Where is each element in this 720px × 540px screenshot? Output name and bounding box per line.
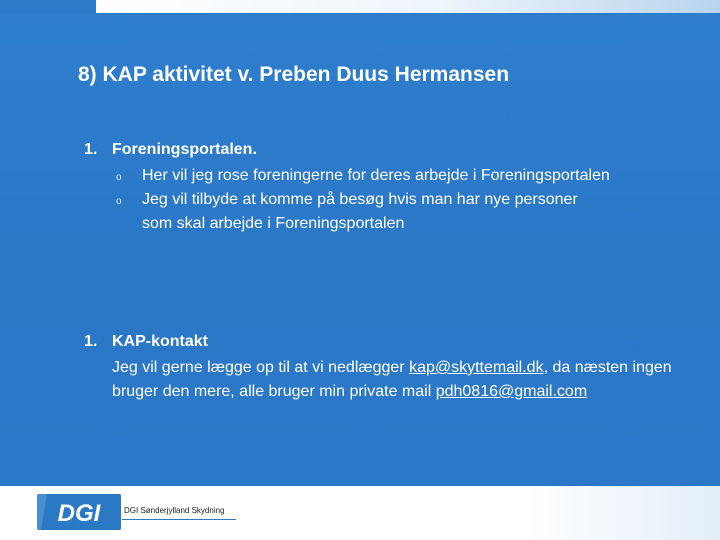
- list-item: [84, 164, 612, 188]
- body-text-part-1: Jeg vil gerne lægge op til at vi nedlægger: [112, 359, 410, 376]
- section-body-text: [84, 356, 672, 404]
- body-text-part-2: , da næsten ingen bruger den mere, alle bruger min private mail: [112, 359, 672, 400]
- section-foreningsportalen: [84, 140, 684, 236]
- bullet-text: Her vil jeg rose foreningerne for deres arbejde i Foreningsportalen: [142, 167, 610, 184]
- private-email-link[interactable]: pdh0816@gmail.com: [435, 383, 588, 400]
- dgi-logo: [37, 494, 121, 530]
- bullet-text: Jeg vil tilbyde at komme på besøg hvis man har nye personer som skal arbejde i Foreningsportalen: [142, 191, 578, 232]
- section-heading: [84, 140, 684, 160]
- footer-org-text: DGI Sønderjylland Skydning: [124, 506, 225, 515]
- dgi-logo-text: DGI: [57, 500, 101, 527]
- footer-divider: [122, 519, 236, 520]
- dgi-logo-graphic: [37, 494, 121, 530]
- top-decoration-bar: [96, 0, 720, 13]
- section-heading-text: KAP-kontakt: [112, 333, 209, 350]
- list-item: [84, 188, 612, 236]
- kap-email-link[interactable]: kap@skyttemail.dk: [409, 359, 544, 376]
- bullet-list: [84, 164, 684, 236]
- section-heading-text: Foreningsportalen.: [112, 141, 257, 158]
- section-heading: [84, 332, 684, 352]
- bullet-circle-icon: o: [116, 196, 122, 207]
- bullet-circle-icon: o: [116, 172, 122, 183]
- section-number: 1.: [84, 141, 98, 158]
- section-kap-kontakt: [84, 332, 684, 404]
- section-number: 1.: [84, 333, 98, 350]
- slide-title: 8) KAP aktivitet v. Preben Duus Hermansen: [78, 63, 510, 86]
